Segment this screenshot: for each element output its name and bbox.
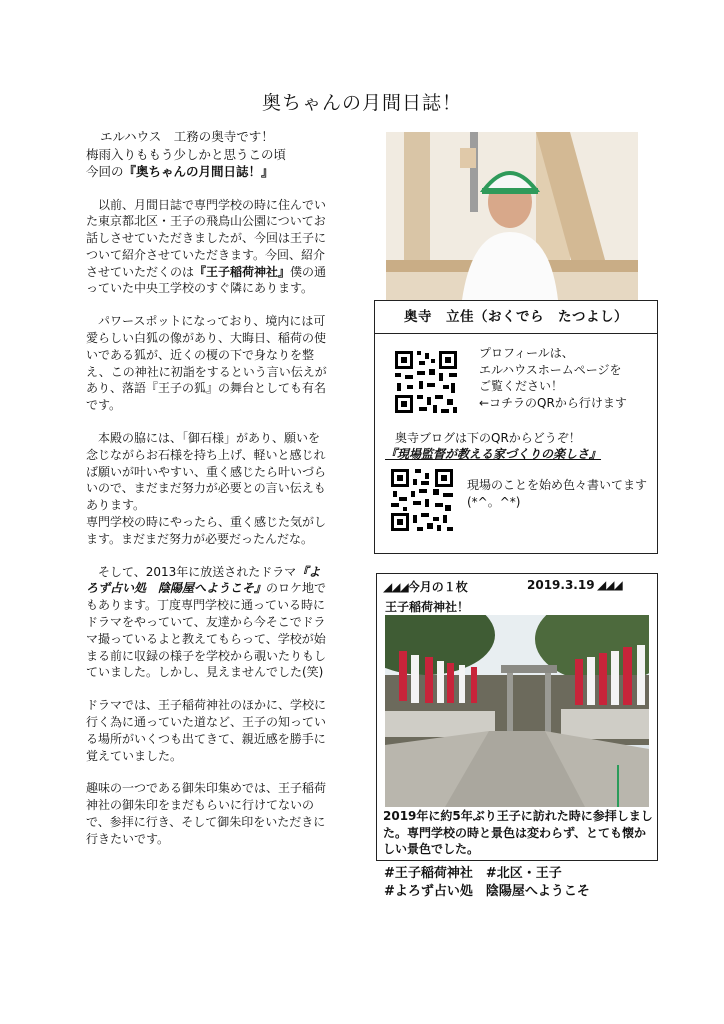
paragraph-2: パワースポットになっており、境内には可愛らしい白狐の像があり、大晦日、稲荷の使いである狐が、近くの榎の下で身なりを整え、この神社に初詣をするという言い伝えがあり、落語『王子の狐』の舞台としても有名です。 — [86, 314, 327, 413]
paragraph-4-text: そして、2013年に放送されたドラマ — [98, 564, 297, 579]
triangles-right-icon: ◢◢◢ — [597, 578, 622, 592]
paragraph-4 — [86, 564, 330, 682]
paragraph-1-bold: 『王子稲荷神社』 — [194, 264, 291, 279]
hashtags — [384, 865, 590, 900]
profile-box — [374, 300, 658, 554]
paragraph-5: ドラマでは、王子稲荷神社のほかに、学校に行く為に通っていた道など、王子の知っている場所がいくつも出てきて、親近感を勝手に覚えていました。 — [86, 698, 327, 763]
paragraph-4-bold: 『よろず占い処 陰陽屋へようこそ』 — [86, 564, 321, 596]
paragraph-3 — [86, 430, 330, 548]
hashtag-line-1: #王子稲荷神社 #北区・王子 — [384, 866, 562, 881]
intro-line-1: エルハウス 工務の奥寺です！ — [100, 129, 274, 144]
paragraph-4-text-2: のロケ地でもあります。丁度専門学校に通っている時にドラマをやっていて、友達から今そこでドラマ撮っているよと教えてもらって、学校が始まる前に収録の様子を学校から覗いたりもしていました。しかし、見えませんでした(笑) — [86, 581, 327, 680]
month-heading — [383, 578, 653, 596]
hashtag-line-2: #よろず占い処 陰陽屋へようこそ — [384, 883, 590, 899]
month-date: 2019.3.19 — [527, 578, 595, 592]
blog-label: 奥寺ブログは下のQRからどうぞ！ — [395, 431, 581, 445]
intro — [86, 128, 330, 181]
blog-title: 『現場監督が教える家づくりの楽しさ』 — [385, 447, 602, 461]
month-heading-text: 今月の１枚 — [407, 580, 468, 594]
intro-line-3-bold: 『奥ちゃんの月間日誌！』 — [123, 164, 274, 179]
page-title: 奥ちゃんの月間日誌！ — [261, 92, 462, 114]
shrine-photo — [385, 615, 649, 807]
paragraph-3-text-2: 専門学校の時にやったら、重く感じた気がします。まだまだ努力が必要だったんだな。 — [86, 515, 327, 546]
month-subtitle: 王子稲荷神社！ — [385, 600, 470, 614]
article-body — [86, 128, 330, 864]
worker-photo — [386, 132, 638, 300]
paragraph-3-text: 本殿の脇には、「御石様」があり、願いを念じながらお石様を持ち上げ、軽いと感じれば願いが叶いやすい、重く感じたら叶いづらいので、まだまだ努力が必要との言い伝えもあります。 — [86, 431, 327, 513]
profile-line-1: プロフィールは、 — [479, 346, 574, 360]
triangles-left-icon: ◢◢◢ — [383, 580, 408, 594]
profile-name: 奥寺 立佳（おくでら たつよし） — [375, 301, 657, 334]
profile-line-2: エルハウスホームページを — [479, 362, 622, 377]
profile-line-4: ←コチラのQRから行けます — [479, 395, 627, 410]
intro-line-2: 梅雨入りももう少しかと思うこの頃 — [86, 146, 287, 162]
intro-line-3-prefix: 今回の — [86, 164, 124, 179]
blog-text: 現場のことを始め色々書いてます(*^。^*) — [467, 478, 648, 509]
profile-text — [479, 345, 627, 411]
paragraph-1-text-2: 僕の通っていた中央工学校のすぐ隣にあります。 — [86, 264, 327, 296]
month-caption: 2019年に約5年ぶり王子に訪れた時に参拝しました。専門学校の時と景色は変わらず、とても懐かしい景色でした。 — [383, 809, 653, 856]
paragraph-6: 趣味の一つである御朱印集めでは、王子稲荷神社の御朱印をまだもらいに行けてないので、参拝に行き、そして御朱印をいただきに行きたいです。 — [86, 781, 327, 846]
profile-qr-code[interactable] — [393, 349, 459, 415]
photo-of-the-month-box — [376, 573, 658, 861]
blog-qr-code[interactable] — [389, 467, 455, 533]
paragraph-1 — [86, 197, 330, 298]
paragraph-1-text: 以前、月間日誌で専門学校の時に住んでいた東京都北区・王子の飛鳥山公園についてお話しさせていただきましたが、今回は王子について紹介させていただきます。今回、紹介させていただくのは — [86, 197, 327, 279]
profile-line-3: ご覧ください！ — [479, 379, 564, 393]
